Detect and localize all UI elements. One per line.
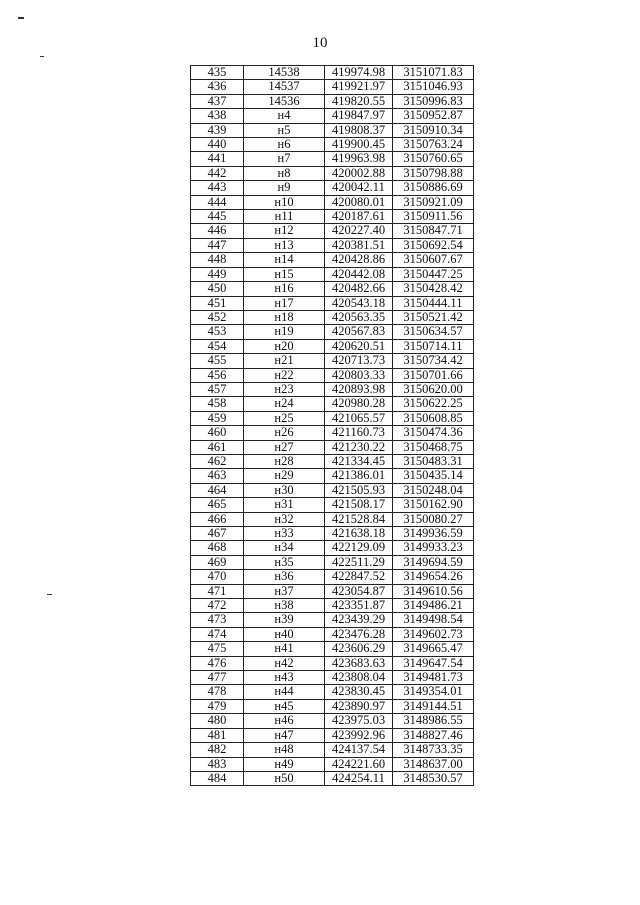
row-number-cell: 450 [191,282,244,296]
point-id-cell: н18 [244,310,325,324]
table-row [191,454,474,468]
y-coordinate-cell: 3150692.54 [393,238,474,252]
y-coordinate-cell: 3150608.85 [393,411,474,425]
table-row [191,411,474,425]
x-coordinate-cell: 420893.98 [325,382,393,396]
x-coordinate-cell: 420980.28 [325,397,393,411]
row-number-cell: 468 [191,541,244,555]
y-coordinate-cell: 3150521.42 [393,310,474,324]
point-id-cell: н7 [244,152,325,166]
table-row [191,296,474,310]
y-coordinate-cell: 3150921.09 [393,195,474,209]
y-coordinate-cell: 3151046.93 [393,80,474,94]
y-coordinate-cell: 3150911.56 [393,210,474,224]
x-coordinate-cell: 421160.73 [325,426,393,440]
x-coordinate-cell: 421505.93 [325,483,393,497]
y-coordinate-cell: 3150734.42 [393,354,474,368]
y-coordinate-cell: 3149654.26 [393,570,474,584]
table-row [191,210,474,224]
coordinates-table [190,65,474,786]
table-row [191,627,474,641]
point-id-cell: н16 [244,282,325,296]
y-coordinate-cell: 3149933.23 [393,541,474,555]
row-number-cell: 455 [191,354,244,368]
point-id-cell: 14537 [244,80,325,94]
table-row [191,80,474,94]
table-row [191,714,474,728]
point-id-cell: н40 [244,627,325,641]
row-number-cell: 475 [191,642,244,656]
x-coordinate-cell: 423683.63 [325,656,393,670]
row-number-cell: 461 [191,440,244,454]
table-row [191,267,474,281]
row-number-cell: 453 [191,325,244,339]
point-id-cell: н47 [244,728,325,742]
row-number-cell: 474 [191,627,244,641]
point-id-cell: н20 [244,339,325,353]
row-number-cell: 438 [191,109,244,123]
x-coordinate-cell: 419974.98 [325,66,393,80]
y-coordinate-cell: 3148986.55 [393,714,474,728]
point-id-cell: н45 [244,699,325,713]
row-number-cell: 435 [191,66,244,80]
page-number: 10 [312,35,328,51]
x-coordinate-cell: 419921.97 [325,80,393,94]
table-row [191,325,474,339]
point-id-cell: н28 [244,454,325,468]
row-number-cell: 483 [191,757,244,771]
point-id-cell: н9 [244,181,325,195]
row-number-cell: 443 [191,181,244,195]
point-id-cell: 14536 [244,94,325,108]
x-coordinate-cell: 424137.54 [325,743,393,757]
point-id-cell: н39 [244,613,325,627]
table-row [191,397,474,411]
y-coordinate-cell: 3149694.59 [393,555,474,569]
table-row [191,339,474,353]
row-number-cell: 446 [191,224,244,238]
point-id-cell: н6 [244,138,325,152]
point-id-cell: н33 [244,527,325,541]
y-coordinate-cell: 3150444.11 [393,296,474,310]
row-number-cell: 470 [191,570,244,584]
point-id-cell: н37 [244,584,325,598]
y-coordinate-cell: 3150620.00 [393,382,474,396]
x-coordinate-cell: 423351.87 [325,599,393,613]
row-number-cell: 451 [191,296,244,310]
table-row [191,656,474,670]
y-coordinate-cell: 3150886.69 [393,181,474,195]
x-coordinate-cell: 420543.18 [325,296,393,310]
x-coordinate-cell: 423606.29 [325,642,393,656]
point-id-cell: 14538 [244,66,325,80]
row-number-cell: 440 [191,138,244,152]
table-row [191,671,474,685]
point-id-cell: н15 [244,267,325,281]
y-coordinate-cell: 3148530.57 [393,771,474,785]
scan-mark [40,56,44,57]
y-coordinate-cell: 3150760.65 [393,152,474,166]
scan-mark [47,594,52,595]
table-row [191,757,474,771]
row-number-cell: 452 [191,310,244,324]
y-coordinate-cell: 3150080.27 [393,512,474,526]
x-coordinate-cell: 421230.22 [325,440,393,454]
table-row [191,253,474,267]
row-number-cell: 445 [191,210,244,224]
point-id-cell: н38 [244,599,325,613]
table-row [191,699,474,713]
point-id-cell: н49 [244,757,325,771]
y-coordinate-cell: 3149936.59 [393,527,474,541]
point-id-cell: н5 [244,123,325,137]
x-coordinate-cell: 420567.83 [325,325,393,339]
x-coordinate-cell: 420620.51 [325,339,393,353]
x-coordinate-cell: 423890.97 [325,699,393,713]
table-row [191,584,474,598]
row-number-cell: 482 [191,743,244,757]
y-coordinate-cell: 3150483.31 [393,454,474,468]
point-id-cell: н48 [244,743,325,757]
x-coordinate-cell: 419820.55 [325,94,393,108]
row-number-cell: 465 [191,498,244,512]
table-row [191,195,474,209]
point-id-cell: н50 [244,771,325,785]
y-coordinate-cell: 3149498.54 [393,613,474,627]
table-row [191,368,474,382]
x-coordinate-cell: 424221.60 [325,757,393,771]
x-coordinate-cell: 419963.98 [325,152,393,166]
y-coordinate-cell: 3149354.01 [393,685,474,699]
point-id-cell: н21 [244,354,325,368]
row-number-cell: 457 [191,382,244,396]
table-row [191,282,474,296]
point-id-cell: н42 [244,656,325,670]
point-id-cell: н10 [244,195,325,209]
table-row [191,570,474,584]
table-row [191,469,474,483]
point-id-cell: н41 [244,642,325,656]
x-coordinate-cell: 423476.28 [325,627,393,641]
point-id-cell: н36 [244,570,325,584]
x-coordinate-cell: 422847.52 [325,570,393,584]
point-id-cell: н44 [244,685,325,699]
point-id-cell: н29 [244,469,325,483]
point-id-cell: н22 [244,368,325,382]
x-coordinate-cell: 420482.66 [325,282,393,296]
table-row [191,426,474,440]
x-coordinate-cell: 423975.03 [325,714,393,728]
x-coordinate-cell: 423439.29 [325,613,393,627]
row-number-cell: 478 [191,685,244,699]
x-coordinate-cell: 422511.29 [325,555,393,569]
point-id-cell: н17 [244,296,325,310]
x-coordinate-cell: 423992.96 [325,728,393,742]
x-coordinate-cell: 420080.01 [325,195,393,209]
table-row [191,512,474,526]
row-number-cell: 462 [191,454,244,468]
y-coordinate-cell: 3150474.36 [393,426,474,440]
point-id-cell: н31 [244,498,325,512]
table-row [191,743,474,757]
row-number-cell: 480 [191,714,244,728]
y-coordinate-cell: 3150428.42 [393,282,474,296]
point-id-cell: н11 [244,210,325,224]
x-coordinate-cell: 420227.40 [325,224,393,238]
x-coordinate-cell: 421334.45 [325,454,393,468]
x-coordinate-cell: 421508.17 [325,498,393,512]
row-number-cell: 442 [191,166,244,180]
y-coordinate-cell: 3150910.34 [393,123,474,137]
row-number-cell: 479 [191,699,244,713]
row-number-cell: 466 [191,512,244,526]
x-coordinate-cell: 424254.11 [325,771,393,785]
x-coordinate-cell: 420563.35 [325,310,393,324]
y-coordinate-cell: 3150763.24 [393,138,474,152]
y-coordinate-cell: 3150607.67 [393,253,474,267]
y-coordinate-cell: 3149144.51 [393,699,474,713]
row-number-cell: 439 [191,123,244,137]
y-coordinate-cell: 3148637.00 [393,757,474,771]
row-number-cell: 476 [191,656,244,670]
y-coordinate-cell: 3149610.56 [393,584,474,598]
point-id-cell: н13 [244,238,325,252]
y-coordinate-cell: 3150468.75 [393,440,474,454]
point-id-cell: н24 [244,397,325,411]
point-id-cell: н25 [244,411,325,425]
coordinates-table-body [191,66,474,786]
y-coordinate-cell: 3149481.73 [393,671,474,685]
table-row [191,152,474,166]
x-coordinate-cell: 420002.88 [325,166,393,180]
table-row [191,354,474,368]
x-coordinate-cell: 421065.57 [325,411,393,425]
table-row [191,541,474,555]
row-number-cell: 454 [191,339,244,353]
y-coordinate-cell: 3149602.73 [393,627,474,641]
row-number-cell: 436 [191,80,244,94]
point-id-cell: н32 [244,512,325,526]
table-row [191,613,474,627]
table-row [191,527,474,541]
row-number-cell: 467 [191,527,244,541]
y-coordinate-cell: 3150996.83 [393,94,474,108]
table-row [191,599,474,613]
point-id-cell: н46 [244,714,325,728]
point-id-cell: н35 [244,555,325,569]
table-row [191,685,474,699]
row-number-cell: 473 [191,613,244,627]
table-row [191,555,474,569]
row-number-cell: 448 [191,253,244,267]
row-number-cell: 444 [191,195,244,209]
x-coordinate-cell: 420381.51 [325,238,393,252]
x-coordinate-cell: 421386.01 [325,469,393,483]
point-id-cell: н34 [244,541,325,555]
y-coordinate-cell: 3149647.54 [393,656,474,670]
table-row [191,498,474,512]
point-id-cell: н43 [244,671,325,685]
x-coordinate-cell: 423808.04 [325,671,393,685]
row-number-cell: 460 [191,426,244,440]
y-coordinate-cell: 3150248.04 [393,483,474,497]
y-coordinate-cell: 3150847.71 [393,224,474,238]
row-number-cell: 447 [191,238,244,252]
point-id-cell: н27 [244,440,325,454]
y-coordinate-cell: 3150798.88 [393,166,474,180]
point-id-cell: н19 [244,325,325,339]
row-number-cell: 437 [191,94,244,108]
x-coordinate-cell: 420803.33 [325,368,393,382]
table-row [191,728,474,742]
table-row [191,66,474,80]
row-number-cell: 481 [191,728,244,742]
x-coordinate-cell: 423830.45 [325,685,393,699]
point-id-cell: н12 [244,224,325,238]
row-number-cell: 456 [191,368,244,382]
y-coordinate-cell: 3149486.21 [393,599,474,613]
point-id-cell: н14 [244,253,325,267]
table-row [191,382,474,396]
y-coordinate-cell: 3150447.25 [393,267,474,281]
y-coordinate-cell: 3150435.14 [393,469,474,483]
y-coordinate-cell: 3150952.87 [393,109,474,123]
y-coordinate-cell: 3151071.83 [393,66,474,80]
table-row [191,642,474,656]
point-id-cell: н4 [244,109,325,123]
point-id-cell: н8 [244,166,325,180]
y-coordinate-cell: 3150714.11 [393,339,474,353]
row-number-cell: 471 [191,584,244,598]
x-coordinate-cell: 420428.86 [325,253,393,267]
x-coordinate-cell: 419808.37 [325,123,393,137]
row-number-cell: 472 [191,599,244,613]
row-number-cell: 484 [191,771,244,785]
x-coordinate-cell: 421638.18 [325,527,393,541]
x-coordinate-cell: 420042.11 [325,181,393,195]
table-row [191,238,474,252]
table-row [191,483,474,497]
x-coordinate-cell: 420187.61 [325,210,393,224]
table-row [191,181,474,195]
scan-mark [18,17,24,19]
row-number-cell: 449 [191,267,244,281]
table-row [191,94,474,108]
y-coordinate-cell: 3150634.57 [393,325,474,339]
table-row [191,224,474,238]
y-coordinate-cell: 3148733.35 [393,743,474,757]
table-row [191,166,474,180]
table-row [191,440,474,454]
x-coordinate-cell: 423054.87 [325,584,393,598]
row-number-cell: 459 [191,411,244,425]
x-coordinate-cell: 422129.09 [325,541,393,555]
y-coordinate-cell: 3150701.66 [393,368,474,382]
row-number-cell: 458 [191,397,244,411]
row-number-cell: 469 [191,555,244,569]
row-number-cell: 477 [191,671,244,685]
x-coordinate-cell: 419900.45 [325,138,393,152]
table-row [191,310,474,324]
x-coordinate-cell: 420713.73 [325,354,393,368]
x-coordinate-cell: 420442.08 [325,267,393,281]
x-coordinate-cell: 419847.97 [325,109,393,123]
x-coordinate-cell: 421528.84 [325,512,393,526]
table-row [191,123,474,137]
y-coordinate-cell: 3150162.90 [393,498,474,512]
y-coordinate-cell: 3149665.47 [393,642,474,656]
row-number-cell: 463 [191,469,244,483]
row-number-cell: 441 [191,152,244,166]
row-number-cell: 464 [191,483,244,497]
point-id-cell: н30 [244,483,325,497]
table-row [191,771,474,785]
point-id-cell: н26 [244,426,325,440]
point-id-cell: н23 [244,382,325,396]
table-row [191,138,474,152]
table-row [191,109,474,123]
y-coordinate-cell: 3148827.46 [393,728,474,742]
y-coordinate-cell: 3150622.25 [393,397,474,411]
